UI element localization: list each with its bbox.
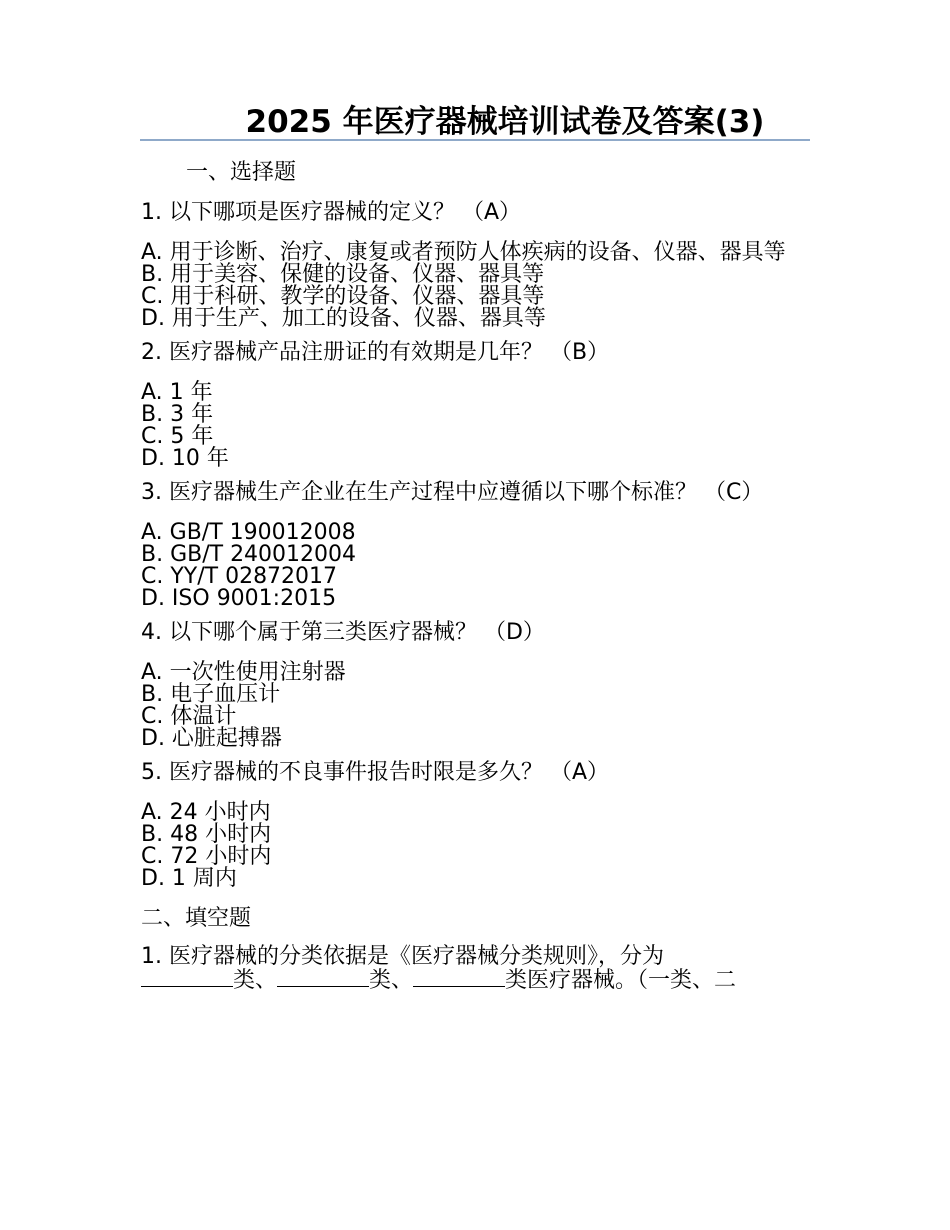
option-d: D. 1 周内 bbox=[141, 866, 237, 891]
option-list bbox=[141, 382, 801, 470]
document-body bbox=[141, 156, 801, 992]
option-a: A. 24 小时内 bbox=[141, 800, 271, 825]
answer-blank bbox=[277, 968, 369, 987]
option-a: A. 一次性使用注射器 bbox=[141, 660, 346, 685]
fill-text: 类、 bbox=[369, 968, 414, 993]
question-1 bbox=[141, 202, 801, 330]
fill-text: 类、 bbox=[233, 968, 278, 993]
question-text: 5. 医疗器械的不良事件报告时限是多久？ （A） bbox=[141, 760, 610, 785]
option-c: C. 体温计 bbox=[141, 704, 237, 729]
section-heading-fill-in-blank: 二、填空题 bbox=[141, 906, 252, 931]
question-text: 4. 以下哪个属于第三类医疗器械？ （D） bbox=[141, 620, 545, 645]
option-b: B. GB/T 240012004 bbox=[141, 542, 357, 567]
option-b: B. 电子血压计 bbox=[141, 682, 281, 707]
option-list bbox=[141, 802, 801, 890]
option-list bbox=[141, 662, 801, 750]
answer-blank bbox=[141, 968, 233, 987]
fill-question-1 bbox=[141, 946, 801, 992]
question-4 bbox=[141, 622, 801, 750]
option-c: C. 用于科研、教学的设备、仪器、器具等 bbox=[141, 284, 545, 309]
question-5 bbox=[141, 762, 801, 890]
fill-question-text: 1. 医疗器械的分类依据是《医疗器械分类规则》，分为 bbox=[141, 944, 664, 969]
option-b: B. 48 小时内 bbox=[141, 822, 272, 847]
question-text: 1. 以下哪项是医疗器械的定义？ （A） bbox=[141, 200, 522, 225]
option-a: A. 用于诊断、治疗、康复或者预防人体疾病的设备、仪器、器具等 bbox=[141, 240, 786, 265]
answer-blank bbox=[413, 968, 505, 987]
option-c: C. YY/T 02872017 bbox=[141, 564, 338, 589]
question-3 bbox=[141, 482, 801, 610]
option-b: B. 用于美容、保健的设备、仪器、器具等 bbox=[141, 262, 545, 287]
document-title: 2025 年医疗器械培训试卷及答案(3) bbox=[245, 104, 765, 140]
option-d: D. 10 年 bbox=[141, 446, 229, 471]
option-c: C. 5 年 bbox=[141, 424, 214, 449]
option-a: A. GB/T 190012008 bbox=[141, 520, 356, 545]
section-heading-multiple-choice: 一、选择题 bbox=[186, 160, 297, 185]
question-text: 3. 医疗器械生产企业在生产过程中应遵循以下哪个标准？ （C） bbox=[141, 480, 764, 505]
option-d: D. 心脏起搏器 bbox=[141, 726, 282, 751]
question-text: 2. 医疗器械产品注册证的有效期是几年？ （B） bbox=[141, 340, 610, 365]
option-d: D. ISO 9001:2015 bbox=[141, 586, 337, 611]
option-b: B. 3 年 bbox=[141, 402, 214, 427]
question-2 bbox=[141, 342, 801, 470]
option-a: A. 1 年 bbox=[141, 380, 213, 405]
title-underline bbox=[140, 139, 810, 141]
option-list bbox=[141, 522, 801, 610]
option-d: D. 用于生产、加工的设备、仪器、器具等 bbox=[141, 306, 546, 331]
option-c: C. 72 小时内 bbox=[141, 844, 272, 869]
option-list bbox=[141, 242, 801, 330]
fill-text: 类医疗器械。（一类、二 bbox=[505, 968, 737, 993]
